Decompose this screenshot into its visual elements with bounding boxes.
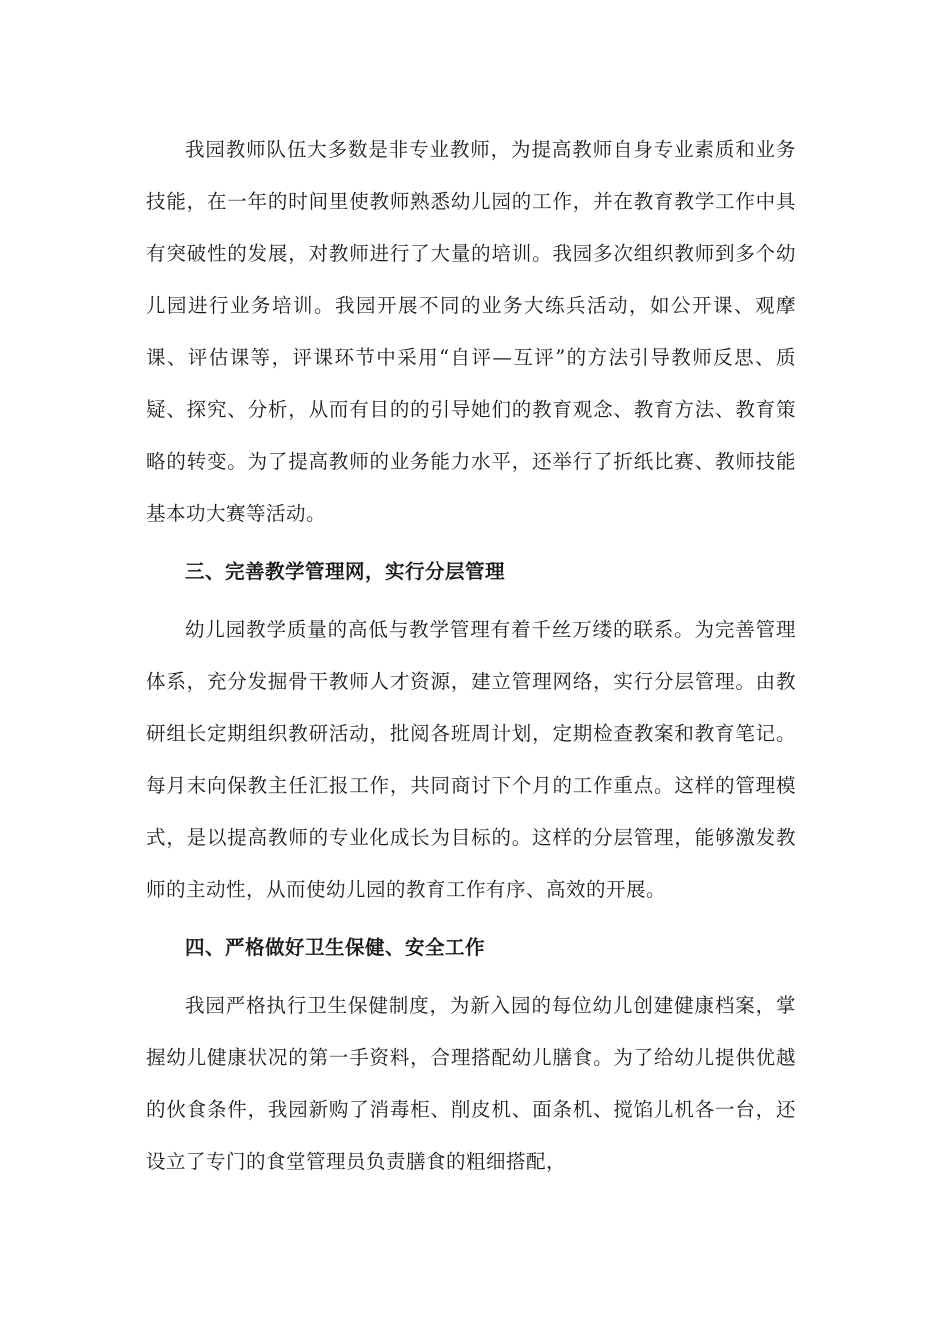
section-heading-teaching-management: 三、完善教学管理网，实行分层管理 bbox=[185, 560, 506, 583]
body-paragraph-health-care: 我园严格执行卫生保健制度，为新入园的每位幼儿创建健康档案，掌握幼儿健康状况的第一手资料，合理搭配幼儿膳食。为了给幼儿提供优越的伙食条件，我园新购了消毒柜、削皮机、面条机、搅馅儿机各一台，还设立了专门的食堂管理员负责膳食的粗细搭配， bbox=[146, 994, 796, 1173]
document-page bbox=[146, 124, 796, 1188]
body-paragraph-layered-management: 幼儿园教学质量的高低与教学管理有着千丝万缕的联系。为完善管理体系，充分发掘骨干教师人才资源，建立管理网络，实行分层管理。由教研组长定期组织教研活动，批阅各班周计划，定期检查教案和教育笔记。每月末向保教主任汇报工作，共同商讨下个月的工作重点。这样的管理模式，是以提高教师的专业化成长为目标的。这样的分层管理，能够激发教师的主动性，从而使幼儿园的教育工作有序、高效的开展。 bbox=[146, 618, 796, 901]
body-paragraph-teacher-training: 我园教师队伍大多数是非专业教师，为提高教师自身专业素质和业务技能，在一年的时间里使教师熟悉幼儿园的工作，并在教育教学工作中具有突破性的发展，对教师进行了大量的培训。我园多次组织教师到多个幼儿园进行业务培训。我园开展不同的业务大练兵活动，如公开课、观摩课、评估课等，评课环节中采用“自评—互评”的方法引导教师反思、质疑、探究、分析，从而有目的的引导她们的教育观念、教育方法、教育策略的转变。为了提高教师的业务能力水平，还举行了折纸比赛、教师技能基本功大赛等活动。 bbox=[146, 138, 796, 525]
section-heading-health-safety: 四、严格做好卫生保健、安全工作 bbox=[185, 936, 486, 959]
